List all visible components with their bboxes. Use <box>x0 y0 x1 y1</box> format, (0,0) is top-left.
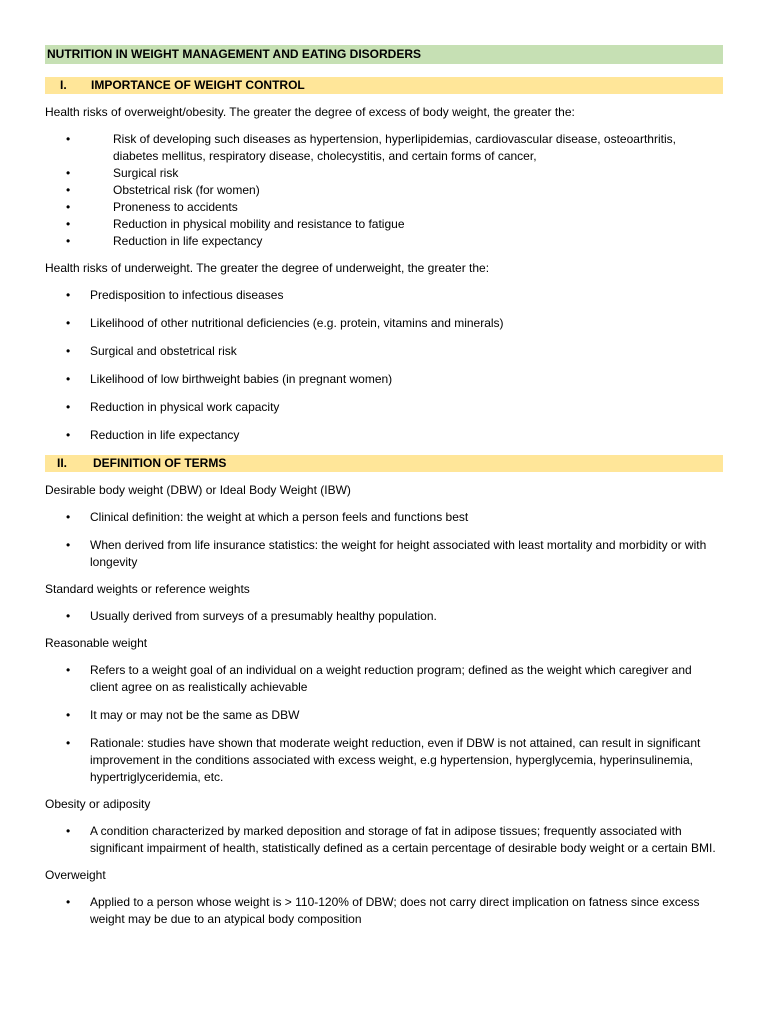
list-item <box>45 165 723 182</box>
bullet-icon: • <box>66 428 71 442</box>
term-overweight-list <box>45 894 723 928</box>
section-title: IMPORTANCE OF WEIGHT CONTROL <box>91 78 305 92</box>
term-dbw: Desirable body weight (DBW) or Ideal Body Weight (IBW) <box>45 483 351 497</box>
overweight-intro: Health risks of overweight/obesity. The greater the degree of excess of body weight, the greater the: <box>45 105 575 119</box>
bullet-icon: • <box>66 663 71 677</box>
list-item-text: A condition characterized by marked deposition and storage of fat in adipose tissues; frequently associated with significant impairment of health, statistically defined as a certain percentage of desirable body weight or a certain BMI. <box>90 824 716 855</box>
list-item-text: Reduction in life expectancy <box>113 234 263 248</box>
list-item-text: Risk of developing such diseases as hypertension, hyperlipidemias, cardiovascular disease, osteoarthritis, diabetes mellitus, respiratory disease, cholecystitis, and certain forms of cancer, <box>113 132 676 163</box>
bullet-icon: • <box>66 708 71 722</box>
list-item <box>45 131 723 165</box>
list-item <box>45 315 723 332</box>
bullet-icon: • <box>66 344 71 358</box>
list-item <box>45 199 723 216</box>
list-item-text: Reduction in physical mobility and resistance to fatigue <box>113 217 405 231</box>
list-item-text: It may or may not be the same as DBW <box>90 708 300 722</box>
list-item <box>45 823 723 857</box>
list-item-text: Usually derived from surveys of a presumably healthy population. <box>90 609 437 623</box>
bullet-icon: • <box>66 510 71 524</box>
section-heading-2 <box>45 455 723 472</box>
list-item <box>45 343 723 360</box>
list-item-text: Predisposition to infectious diseases <box>90 288 284 302</box>
list-item <box>45 894 723 928</box>
bullet-icon: • <box>66 736 71 750</box>
bullet-icon: • <box>66 166 71 180</box>
list-item-text: Rationale: studies have shown that moderate weight reduction, even if DBW is not attained, can result in significant improvement in the conditions associated with excess weight, e.g hypertension, hyperglycemia, hyperinsulinemia, hypertriglyceridemia, etc. <box>90 736 701 784</box>
list-item-text: Likelihood of low birthweight babies (in pregnant women) <box>90 372 393 386</box>
term-reasonable-weight: Reasonable weight <box>45 636 148 650</box>
term-obesity: Obesity or adiposity <box>45 797 151 811</box>
term-standard-weights-list <box>45 608 723 625</box>
bullet-icon: • <box>66 217 71 231</box>
bullet-icon: • <box>66 609 71 623</box>
term-obesity-list <box>45 823 723 857</box>
list-item <box>45 216 723 233</box>
section-number: I. <box>60 78 67 92</box>
list-item-text: When derived from life insurance statistics: the weight for height associated with least mortality and morbidity or with longevity <box>90 538 707 569</box>
term-dbw-list <box>45 509 723 571</box>
section-number: II. <box>57 456 68 470</box>
list-item-text: Reduction in life expectancy <box>90 428 240 442</box>
bullet-icon: • <box>66 895 71 909</box>
list-item-text: Obstetrical risk (for women) <box>113 183 260 197</box>
list-item-text: Applied to a person whose weight is > 110-120% of DBW; does not carry direct implication on fatness since excess weight may be due to an atypical body composition <box>90 895 700 926</box>
term-standard-weights: Standard weights or reference weights <box>45 582 250 596</box>
list-item-text: Surgical and obstetrical risk <box>90 344 237 358</box>
list-item-text: Likelihood of other nutritional deficiencies (e.g. protein, vitamins and minerals) <box>90 316 504 330</box>
list-item-text: Proneness to accidents <box>113 200 238 214</box>
bullet-icon: • <box>66 538 71 552</box>
bullet-icon: • <box>66 372 71 386</box>
bullet-icon: • <box>66 400 71 414</box>
document-title: NUTRITION IN WEIGHT MANAGEMENT AND EATING DISORDERS <box>45 45 723 64</box>
list-item <box>45 608 723 625</box>
term-reasonable-weight-list <box>45 662 723 786</box>
list-item <box>45 662 723 696</box>
document-page <box>45 45 723 928</box>
list-item <box>45 287 723 304</box>
list-item <box>45 735 723 786</box>
list-item <box>45 537 723 571</box>
list-item <box>45 707 723 724</box>
list-item-text: Clinical definition: the weight at which a person feels and functions best <box>90 510 469 524</box>
underweight-risk-list <box>45 287 723 444</box>
list-item <box>45 399 723 416</box>
term-overweight: Overweight <box>45 868 106 882</box>
section-title: DEFINITION OF TERMS <box>93 456 227 470</box>
section-heading-1 <box>45 77 723 94</box>
list-item-text: Reduction in physical work capacity <box>90 400 280 414</box>
list-item <box>45 371 723 388</box>
underweight-intro: Health risks of underweight. The greater the degree of underweight, the greater the: <box>45 261 490 275</box>
list-item <box>45 182 723 199</box>
bullet-icon: • <box>66 132 71 146</box>
list-item <box>45 427 723 444</box>
bullet-icon: • <box>66 183 71 197</box>
bullet-icon: • <box>66 288 71 302</box>
bullet-icon: • <box>66 824 71 838</box>
bullet-icon: • <box>66 316 71 330</box>
list-item-text: Refers to a weight goal of an individual on a weight reduction program; defined as the weight which caregiver and client agree on as realistically achievable <box>90 663 692 694</box>
bullet-icon: • <box>66 200 71 214</box>
list-item-text: Surgical risk <box>113 166 179 180</box>
bullet-icon: • <box>66 234 71 248</box>
overweight-risk-list <box>45 131 723 250</box>
list-item <box>45 233 723 250</box>
list-item <box>45 509 723 526</box>
